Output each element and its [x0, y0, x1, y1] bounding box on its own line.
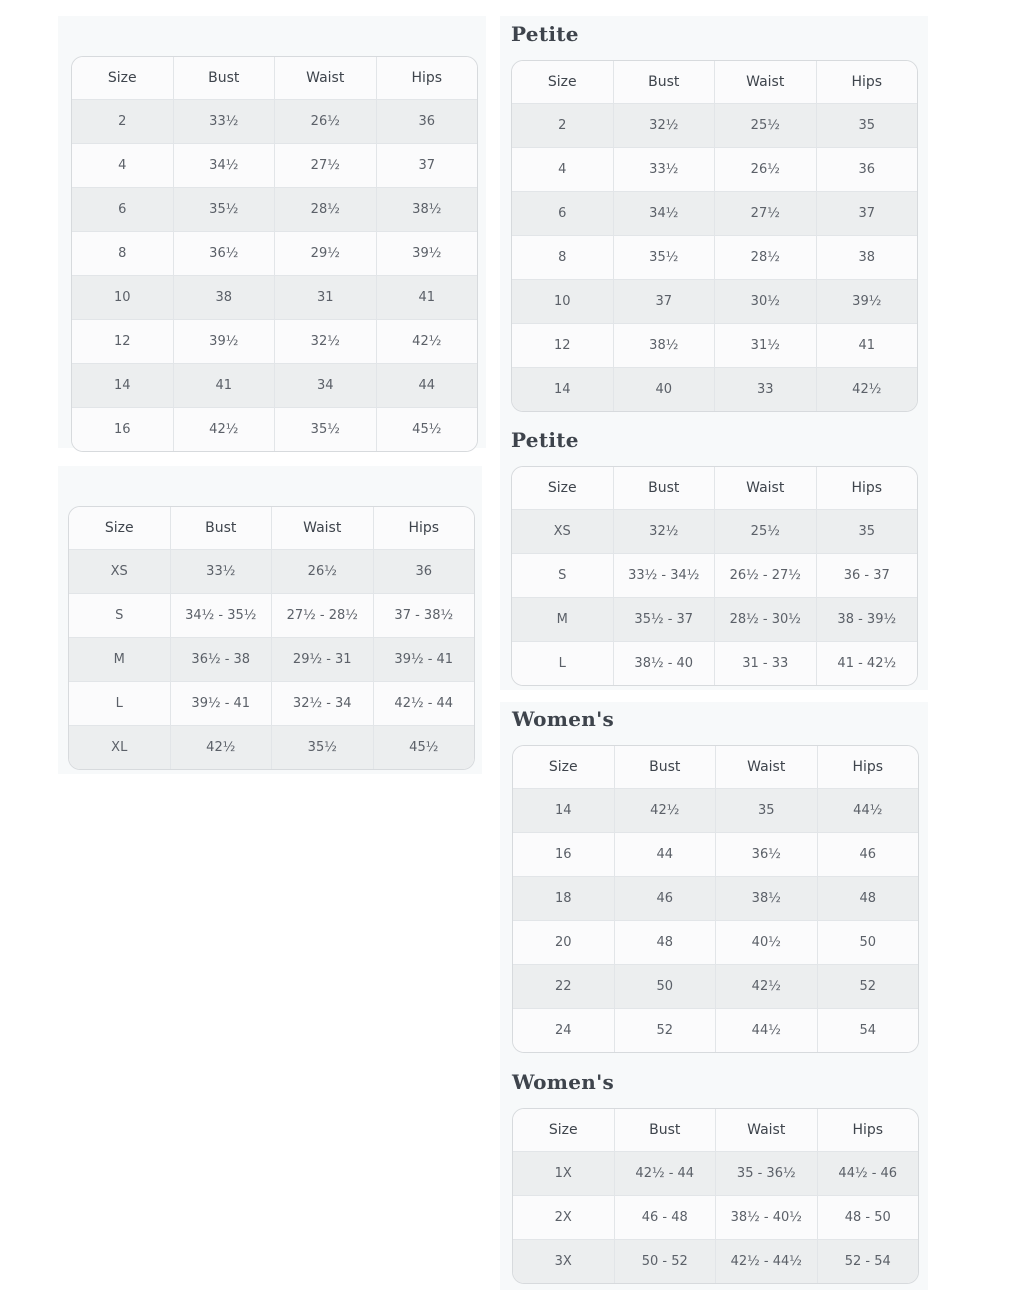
table-row	[513, 1008, 918, 1052]
table-cell-hips: 42½ - 44	[373, 682, 475, 725]
column-header-size: Size	[547, 480, 577, 496]
table-cell-hips: 41	[376, 276, 478, 319]
table-cell-waist: 44½	[715, 1009, 817, 1052]
table-row	[72, 275, 477, 319]
table-cell-hips: 36	[816, 148, 918, 191]
table-header-row	[512, 61, 917, 103]
table-cell-hips: 42½	[376, 320, 478, 363]
table-cell-hips: 52 - 54	[817, 1240, 919, 1283]
table-cell-waist: 26½	[274, 100, 376, 143]
table-cell-bust: 36½	[173, 232, 275, 275]
table-cell-waist: 32½ - 34	[271, 682, 373, 725]
table-cell-waist: 35	[715, 789, 817, 832]
table-row	[72, 319, 477, 363]
table-cell-hips: 37 - 38½	[373, 594, 475, 637]
table-row	[512, 641, 917, 685]
table-cell-bust: 50	[614, 965, 716, 1008]
table-cell-size: 22	[554, 979, 572, 994]
table-cell-bust: 38½ - 40	[613, 642, 715, 685]
table-row	[72, 187, 477, 231]
table-cell-bust: 41	[173, 364, 275, 407]
table-row	[512, 191, 917, 235]
table-cell-hips: 45½	[376, 408, 478, 451]
table-cell-bust: 50 - 52	[614, 1240, 716, 1283]
table-cell-waist: 25½	[714, 510, 816, 553]
column-header-bust: Bust	[173, 57, 275, 99]
table-cell-waist: 30½	[714, 280, 816, 323]
column-header-waist: Waist	[715, 746, 817, 788]
table-row	[513, 1195, 918, 1239]
table-cell-hips: 37	[376, 144, 478, 187]
table-cell-bust: 39½ - 41	[170, 682, 272, 725]
table-cell-bust: 46 - 48	[614, 1196, 716, 1239]
table-header-row	[512, 467, 917, 509]
table-cell-hips: 35	[816, 510, 918, 553]
table-cell-waist: 27½ - 28½	[271, 594, 373, 637]
table-cell-size: 14	[553, 382, 571, 397]
table-cell-size: 18	[554, 891, 572, 906]
column-header-hips: Hips	[816, 467, 918, 509]
table-cell-hips: 35	[816, 104, 918, 147]
table-cell-waist: 29½ - 31	[271, 638, 373, 681]
table-cell-size: 2	[118, 114, 127, 129]
table-cell-size: 12	[113, 334, 131, 349]
table-row	[513, 964, 918, 1008]
table-cell-waist: 29½	[274, 232, 376, 275]
table-row	[512, 235, 917, 279]
table-cell-bust: 34½	[613, 192, 715, 235]
table-cell-bust: 33½	[173, 100, 275, 143]
table-cell-size: 24	[554, 1023, 572, 1038]
table-row	[69, 637, 474, 681]
table-cell-hips: 45½	[373, 726, 475, 769]
table-cell-waist: 35½	[274, 408, 376, 451]
column-header-size: Size	[104, 520, 134, 536]
table-cell-hips: 44½	[817, 789, 919, 832]
table-cell-size: 4	[558, 162, 567, 177]
table-cell-bust: 33½	[170, 550, 272, 593]
table-cell-bust: 42½ - 44	[614, 1152, 716, 1195]
column-header-waist: Waist	[714, 467, 816, 509]
table-row	[513, 1239, 918, 1283]
table-cell-waist: 27½	[714, 192, 816, 235]
table-cell-size: 6	[558, 206, 567, 221]
table-row	[69, 593, 474, 637]
table-cell-hips: 46	[817, 833, 919, 876]
size-table-petite-alpha	[511, 466, 918, 686]
table-cell-hips: 41	[816, 324, 918, 367]
table-row	[512, 279, 917, 323]
table-cell-waist: 42½	[715, 965, 817, 1008]
table-cell-size: XS	[110, 564, 128, 579]
table-cell-waist: 38½ - 40½	[715, 1196, 817, 1239]
table-cell-waist: 35½	[271, 726, 373, 769]
column-header-hips: Hips	[817, 746, 919, 788]
table-cell-bust: 36½ - 38	[170, 638, 272, 681]
table-cell-hips: 44½ - 46	[817, 1152, 919, 1195]
table-cell-size: 14	[554, 803, 572, 818]
table-cell-size: M	[113, 652, 125, 667]
table-row	[512, 147, 917, 191]
column-header-bust: Bust	[614, 1109, 716, 1151]
table-cell-size: M	[556, 612, 568, 627]
table-cell-bust: 38½	[613, 324, 715, 367]
table-cell-hips: 39½	[376, 232, 478, 275]
table-cell-waist: 42½ - 44½	[715, 1240, 817, 1283]
table-cell-waist: 36½	[715, 833, 817, 876]
table-row	[513, 788, 918, 832]
table-row	[72, 231, 477, 275]
table-cell-waist: 26½	[714, 148, 816, 191]
table-cell-waist: 32½	[274, 320, 376, 363]
table-cell-waist: 31 - 33	[714, 642, 816, 685]
table-cell-bust: 40	[613, 368, 715, 411]
table-cell-size: 8	[558, 250, 567, 265]
table-row	[512, 553, 917, 597]
table-cell-size: 2X	[554, 1210, 572, 1225]
table-cell-size: 14	[113, 378, 131, 393]
table-cell-size: 4	[118, 158, 127, 173]
column-header-bust: Bust	[613, 467, 715, 509]
size-table-petite-numeric	[511, 60, 918, 412]
table-cell-hips: 42½	[816, 368, 918, 411]
size-table-womens-alpha	[512, 1108, 919, 1284]
table-cell-hips: 38½	[376, 188, 478, 231]
table-cell-bust: 33½	[613, 148, 715, 191]
size-table-womens-numeric	[512, 745, 919, 1053]
table-header-row	[513, 746, 918, 788]
table-cell-bust: 42½	[614, 789, 716, 832]
table-row	[513, 876, 918, 920]
table-row	[512, 103, 917, 147]
column-header-bust: Bust	[613, 61, 715, 103]
table-row	[512, 367, 917, 411]
column-header-waist: Waist	[715, 1109, 817, 1151]
table-row	[72, 363, 477, 407]
table-header-row	[69, 507, 474, 549]
table-cell-size: 2	[558, 118, 567, 133]
column-header-size: Size	[107, 70, 137, 86]
table-cell-hips: 52	[817, 965, 919, 1008]
table-cell-bust: 42½	[170, 726, 272, 769]
table-cell-bust: 35½	[613, 236, 715, 279]
table-cell-size: L	[115, 696, 123, 711]
table-cell-bust: 35½	[173, 188, 275, 231]
column-header-hips: Hips	[817, 1109, 919, 1151]
table-row	[513, 920, 918, 964]
table-cell-bust: 52	[614, 1009, 716, 1052]
table-cell-size: 10	[113, 290, 131, 305]
table-row	[512, 509, 917, 553]
table-header-row	[513, 1109, 918, 1151]
table-cell-waist: 38½	[715, 877, 817, 920]
table-cell-bust: 46	[614, 877, 716, 920]
petite-alpha-heading: Petite	[511, 428, 579, 452]
table-cell-waist: 28½ - 30½	[714, 598, 816, 641]
table-cell-size: 3X	[554, 1254, 572, 1269]
table-row	[72, 143, 477, 187]
table-cell-hips: 37	[816, 192, 918, 235]
table-cell-waist: 40½	[715, 921, 817, 964]
table-row	[69, 681, 474, 725]
table-row	[513, 1151, 918, 1195]
table-cell-size: 10	[553, 294, 571, 309]
column-header-waist: Waist	[714, 61, 816, 103]
table-cell-waist: 35 - 36½	[715, 1152, 817, 1195]
table-cell-waist: 28½	[274, 188, 376, 231]
table-cell-bust: 33½ - 34½	[613, 554, 715, 597]
column-header-size: Size	[547, 74, 577, 90]
table-cell-waist: 31	[274, 276, 376, 319]
size-table-regular-numeric	[71, 56, 478, 452]
column-header-waist: Waist	[271, 507, 373, 549]
table-cell-hips: 39½	[816, 280, 918, 323]
table-cell-bust: 48	[614, 921, 716, 964]
table-row	[72, 99, 477, 143]
column-header-size: Size	[548, 759, 578, 775]
table-cell-waist: 26½ - 27½	[714, 554, 816, 597]
table-cell-hips: 36 - 37	[816, 554, 918, 597]
table-cell-hips: 36	[373, 550, 475, 593]
womens-numeric-heading: Women's	[512, 707, 615, 731]
table-cell-bust: 32½	[613, 104, 715, 147]
table-cell-size: 16	[554, 847, 572, 862]
table-cell-hips: 48	[817, 877, 919, 920]
womens-alpha-heading: Women's	[512, 1070, 615, 1094]
table-cell-hips: 38	[816, 236, 918, 279]
table-cell-hips: 38 - 39½	[816, 598, 918, 641]
table-cell-size: 12	[553, 338, 571, 353]
size-table-regular-alpha	[68, 506, 475, 770]
table-cell-waist: 25½	[714, 104, 816, 147]
table-cell-hips: 36	[376, 100, 478, 143]
table-cell-size: XS	[553, 524, 571, 539]
table-cell-size: 16	[113, 422, 131, 437]
table-cell-size: 20	[554, 935, 572, 950]
table-cell-size: 1X	[554, 1166, 572, 1181]
column-header-hips: Hips	[373, 507, 475, 549]
table-cell-hips: 44	[376, 364, 478, 407]
table-cell-bust: 39½	[173, 320, 275, 363]
table-cell-bust: 42½	[173, 408, 275, 451]
petite-numeric-heading: Petite	[511, 22, 579, 46]
table-cell-bust: 35½ - 37	[613, 598, 715, 641]
table-cell-hips: 54	[817, 1009, 919, 1052]
table-row	[512, 597, 917, 641]
table-row	[69, 725, 474, 769]
table-cell-size: S	[115, 608, 124, 623]
table-cell-size: S	[558, 568, 567, 583]
table-cell-waist: 27½	[274, 144, 376, 187]
column-header-hips: Hips	[816, 61, 918, 103]
table-cell-size: XL	[111, 740, 128, 755]
table-row	[512, 323, 917, 367]
table-cell-hips: 41 - 42½	[816, 642, 918, 685]
column-header-hips: Hips	[376, 57, 478, 99]
table-cell-bust: 34½	[173, 144, 275, 187]
table-cell-size: L	[558, 656, 566, 671]
table-header-row	[72, 57, 477, 99]
table-row	[72, 407, 477, 451]
column-header-size: Size	[548, 1122, 578, 1138]
column-header-waist: Waist	[274, 57, 376, 99]
table-cell-hips: 48 - 50	[817, 1196, 919, 1239]
table-cell-waist: 34	[274, 364, 376, 407]
table-cell-bust: 32½	[613, 510, 715, 553]
table-cell-bust: 38	[173, 276, 275, 319]
table-cell-waist: 28½	[714, 236, 816, 279]
table-cell-bust: 44	[614, 833, 716, 876]
table-cell-waist: 33	[714, 368, 816, 411]
table-row	[513, 832, 918, 876]
table-cell-waist: 26½	[271, 550, 373, 593]
table-cell-size: 8	[118, 246, 127, 261]
table-cell-waist: 31½	[714, 324, 816, 367]
table-cell-bust: 34½ - 35½	[170, 594, 272, 637]
table-row	[69, 549, 474, 593]
table-cell-hips: 39½ - 41	[373, 638, 475, 681]
column-header-bust: Bust	[614, 746, 716, 788]
table-cell-bust: 37	[613, 280, 715, 323]
table-cell-hips: 50	[817, 921, 919, 964]
table-cell-size: 6	[118, 202, 127, 217]
column-header-bust: Bust	[170, 507, 272, 549]
